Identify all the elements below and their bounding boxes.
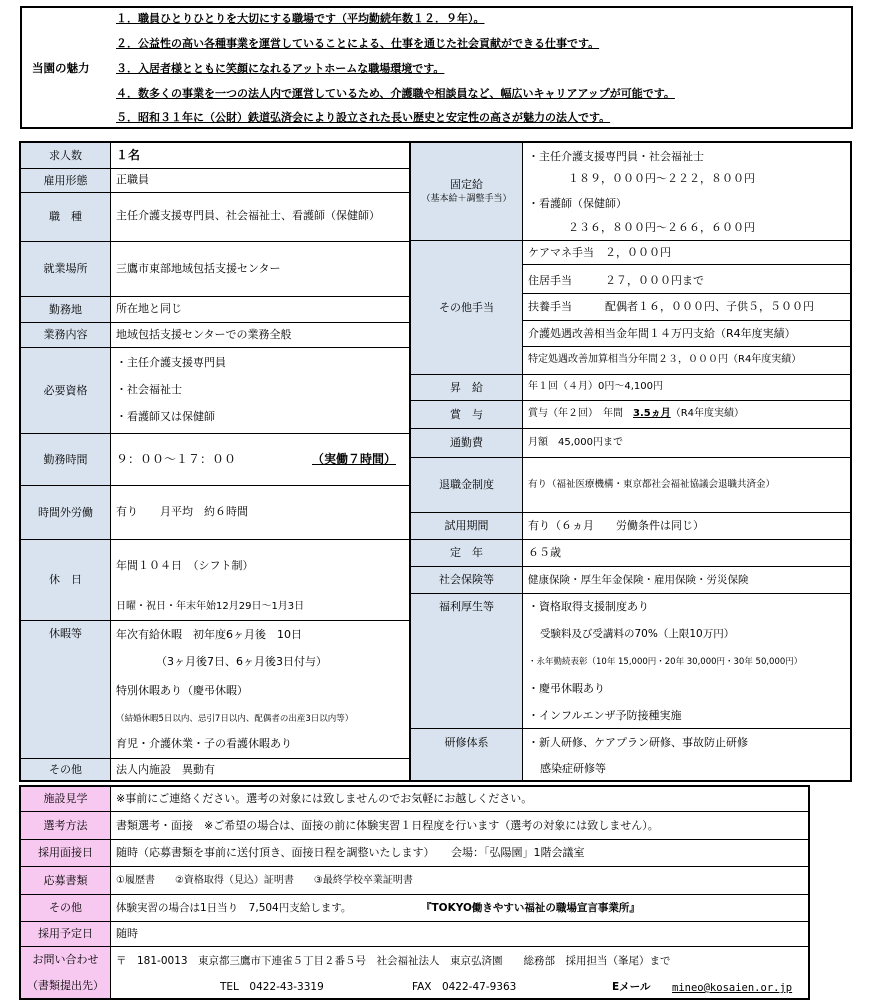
leave-line: （3ヶ月後7日、6ヶ月後3日付与）	[156, 655, 327, 668]
label-cell: お問い合わせ （書類提出先）	[21, 947, 110, 998]
welfare-line: ・資格取得支援制度あり	[528, 600, 649, 613]
allowance-line: 扶養手当 配偶者１６，０００円、子供５，５００円	[528, 300, 814, 313]
label-cell: 福利厚生等	[411, 594, 522, 728]
workplace-declaration: 『TOKYO働きやすい福祉の職場宣言事業所』	[421, 902, 640, 914]
label-cell: 試用期間	[411, 513, 522, 539]
label-cell: 時間外労働	[21, 486, 110, 539]
attraction-item: ２．公益性の高い各種事業を運営していることによる、仕事を通じた社会貢献ができる仕事です。	[116, 37, 600, 50]
overtime-value: 有り 月平均 約６時間	[116, 505, 248, 518]
allowance-line: 介護処遇改善相当金年間１４万円支給（R4年度実績）	[528, 327, 796, 340]
work-location-value: 所在地と同じ	[116, 302, 182, 315]
label-cell: 昇 給	[411, 375, 522, 400]
allowance-line: ケアマネ手当 ２，０００円	[528, 246, 671, 259]
label-cell: 雇用形態	[21, 169, 110, 192]
other-value: 法人内施設 異動有	[116, 763, 215, 776]
fixed-pay-line: １８９，０００円～２２２，８００円	[568, 172, 755, 185]
qualification-line: ・看護師又は保健師	[116, 410, 215, 423]
bonus-amount: 3.5ヵ月	[633, 408, 671, 419]
label-cell: 業務内容	[21, 323, 110, 347]
label-cell: 通勤費	[411, 429, 522, 457]
label-cell: 社会保険等	[411, 567, 522, 593]
raise-value: 年１回（４月）0円～4,100円	[528, 381, 663, 392]
label-cell: その他	[21, 759, 110, 780]
retirement-value: 有り（福祉医療機構・東京都社会福祉協議会退職共済金）	[528, 479, 776, 490]
welfare-line: ・インフルエンザ予防接種実施	[528, 709, 682, 722]
retire-age-value: ６５歳	[528, 546, 561, 559]
contact-email-link[interactable]: mineo@kosaien.or.jp	[672, 982, 793, 994]
label-cell: その他	[21, 895, 110, 921]
welfare-line: ・永年勤続表彰（10年 15,000円・20年 30,000円・30年 50,000円）	[528, 657, 803, 667]
label-cell: 賞 与	[411, 401, 522, 428]
label-cell: 退職金制度	[411, 458, 522, 512]
selection-value: 書類選考・面接 ※ご希望の場合は、面接の前に体験実習１日程度を行います（選考の対象には致しません）。	[116, 819, 659, 832]
label-cell: 定 年	[411, 540, 522, 566]
contact-tel: TEL 0422-43-3319	[220, 981, 324, 993]
leave-line: 特別休暇あり（慶弔休暇）	[116, 684, 248, 697]
insurance-value: 健康保険・厚生年金保険・雇用保険・労災保険	[528, 574, 749, 586]
label-cell: 応募書類	[21, 867, 110, 894]
welfare-line: ・慶弔休暇あり	[528, 682, 605, 695]
job-count-value: １名	[116, 148, 141, 162]
label-cell: 選考方法	[21, 812, 110, 839]
label-cell: 職 種	[21, 193, 110, 241]
holiday-line: 年間１０４日 （シフト制）	[116, 559, 254, 572]
bonus-suffix: （R4年度実績）	[670, 408, 745, 419]
commute-value: 月額 45,000円まで	[528, 437, 623, 448]
attraction-item: ３．入居者様とともに笑顔になれるアットホームな職場環境です。	[116, 62, 445, 75]
attractions-label: 当園の魅力	[32, 61, 90, 75]
contact-address: 〒 181-0013 東京都三鷹市下連雀５丁目２番５号 社会福祉法人 東京弘済園 総務部 採用担当（峯尾）まで	[116, 955, 671, 967]
holiday-line: 日曜・祝日・年末年始12月29日～1月3日	[116, 601, 305, 612]
label-cell: 採用予定日	[21, 922, 110, 946]
interview-value: 随時（応募書類を事前に送付頂き、面接日程を調整いたします） 会場：「弘陽園」1階会議室	[116, 846, 585, 859]
training-line: ・新人研修、ケアプラン研修、事故防止研修	[528, 736, 748, 749]
label-cell: 勤務時間	[21, 434, 110, 485]
label-cell: 固定給 （基本給＋調整手当）	[411, 143, 522, 240]
training-line: 感染症研修等	[540, 762, 606, 775]
workplace-value: 三鷹市東部地域包括支援センター	[116, 262, 281, 275]
attraction-item: ４．数多くの事業を一つの法人内で運営しているため、介護職や相談員など、幅広いキャリアアップが可能です。	[116, 87, 675, 100]
contact-email-label: Eメール	[612, 981, 651, 993]
leave-line: （結婚休暇5日以内、忌引7日以内、配偶者の出産3日以内等）	[116, 714, 354, 724]
fixed-pay-line: ・看護師（保健師）	[528, 197, 627, 210]
qualification-line: ・社会福祉士	[116, 383, 182, 396]
documents-value: ①履歴書 ②資格取得（見込）証明書 ③最終学校卒業証明書	[116, 875, 413, 886]
allowance-line: 住居手当 ２７，０００円まで	[528, 274, 704, 287]
label-cell: 勤務地	[21, 297, 110, 322]
label-cell: 施設見学	[21, 787, 110, 811]
qualification-line: ・主任介護支援専門員	[116, 356, 226, 369]
hours-note: （実働７時間）	[312, 452, 397, 466]
trial-value: 有り（６ヵ月 労働条件は同じ）	[528, 519, 704, 532]
label-cell: 休暇等	[21, 621, 110, 758]
label-cell: 就業場所	[21, 242, 110, 296]
leave-line: 年次有給休暇 初年度6ヶ月後 10日	[116, 628, 302, 641]
other-bottom-value: 体験実習の場合は1日当り 7,504円支給します。	[116, 902, 352, 914]
fixed-pay-line: ２３６，８００円～２６６，６００円	[568, 221, 755, 234]
duties-value: 地域包括支援センターでの業務全般	[116, 328, 292, 341]
label-cell: 研修体系	[411, 729, 522, 780]
attraction-item: １．職員ひとりひとりを大切にする職場です（平均勤続年数１２．９年）。	[116, 12, 485, 25]
bonus-prefix: 賞与（年２回） 年間	[528, 408, 633, 419]
allowance-line: 特定処遇改善加算相当分年間２３，０００円（R4年度実績）	[528, 354, 802, 365]
contact-fax: FAX 0422-47-9363	[412, 981, 517, 993]
attraction-item: ５．昭和３１年に（公財）鉄道弘済会により設立された長い歴史と安定性の高さが魅力の法人です。	[116, 111, 611, 124]
label-cell: 休 日	[21, 540, 110, 620]
employment-type-value: 正職員	[116, 173, 149, 186]
label-cell: 求人数	[21, 143, 110, 168]
label-cell: 採用面接日	[21, 840, 110, 866]
visit-value: ※事前にご連絡ください。選考の対象には致しませんのでお気軽にお越しください。	[116, 792, 533, 805]
welfare-line: 受験料及び受講料の70%（上限10万円）	[540, 628, 735, 640]
leave-line: 育児・介護休業・子の看護休暇あり	[116, 737, 292, 750]
label-cell: その他手当	[411, 241, 522, 374]
start-date-value: 随時	[116, 927, 138, 940]
label-cell: 必要資格	[21, 348, 110, 433]
hours-value: ９：００～１７：００	[116, 452, 237, 466]
job-title-value: 主任介護支援専門員、社会福祉士、看護師（保健師）	[116, 209, 380, 222]
bonus-value	[528, 407, 744, 421]
fixed-pay-line: ・主任介護支援専門員・社会福祉士	[528, 150, 704, 163]
